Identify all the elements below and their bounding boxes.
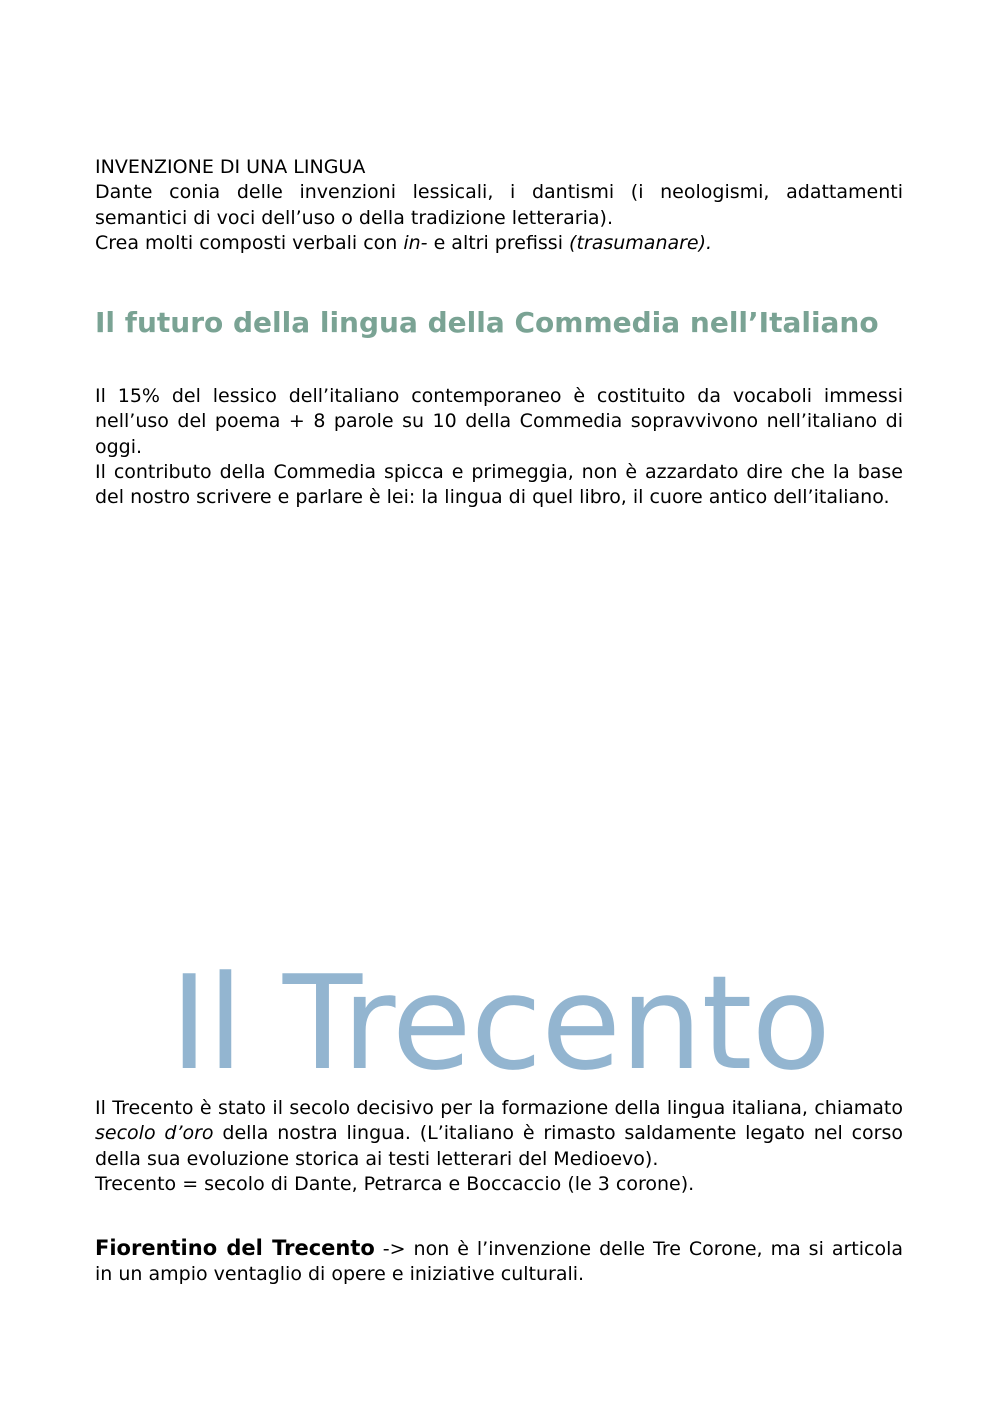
section-invenzione bbox=[95, 155, 903, 256]
paragraph-dantismi bbox=[95, 180, 903, 231]
section-fiorentino bbox=[95, 1236, 903, 1288]
paragraph-text: Il Trecento è stato il secolo decisivo per la formazione della lingua italiana, chiamato bbox=[95, 1097, 903, 1119]
italic-term: in- bbox=[403, 231, 428, 254]
heading-futuro-lingua: Il futuro della lingua della Commedia nell’Italiano bbox=[95, 306, 879, 339]
paragraph-composti bbox=[95, 231, 903, 256]
italic-term: (trasumanare). bbox=[569, 231, 713, 254]
italic-term: secolo d’oro bbox=[95, 1122, 214, 1145]
paragraph-text: della nostra lingua. (L’italiano è rimasto saldamente legato nel corso della sua evoluzione storica ai testi letterari del Medioevo). bbox=[95, 1122, 903, 1170]
section-title: INVENZIONE DI UNA LINGUA bbox=[95, 156, 366, 178]
section-futuro bbox=[95, 384, 903, 510]
paragraph-secolo-decisivo bbox=[95, 1096, 903, 1172]
paragraph-tre-corone: Trecento = secolo di Dante, Petrarca e Boccaccio (le 3 corone). bbox=[95, 1172, 695, 1195]
paragraph-text: -> non è l’invenzione delle Tre Corone, ma si articola in un ampio ventaglio di opere e iniziative culturali. bbox=[95, 1238, 904, 1286]
paragraph-lessico: Il 15% del lessico dell’italiano contemporaneo è costituito da vocaboli immessi nell’uso del poema + 8 parole su 10 della Commedia sopravvivono nell’italiano di oggi. bbox=[95, 385, 903, 458]
paragraph-fiorentino bbox=[95, 1236, 903, 1288]
paragraph-text: Dante conia delle invenzioni lessicali, i dantismi (i neologismi, adattamenti semantici di voci dell’uso o della tradizione letteraria). bbox=[95, 181, 903, 229]
bold-term: Fiorentino del Trecento bbox=[95, 1236, 375, 1260]
section-trecento bbox=[95, 1096, 903, 1197]
paragraph-text: e altri prefissi bbox=[427, 231, 570, 254]
heading-trecento: Il Trecento bbox=[169, 947, 830, 1099]
paragraph-contributo: Il contributo della Commedia spicca e primeggia, non è azzardato dire che la base del nostro scrivere e parlare è lei: la lingua di quel libro, il cuore antico dell’italiano. bbox=[95, 460, 903, 509]
paragraph-text: Crea molti composti verbali con bbox=[95, 231, 404, 254]
